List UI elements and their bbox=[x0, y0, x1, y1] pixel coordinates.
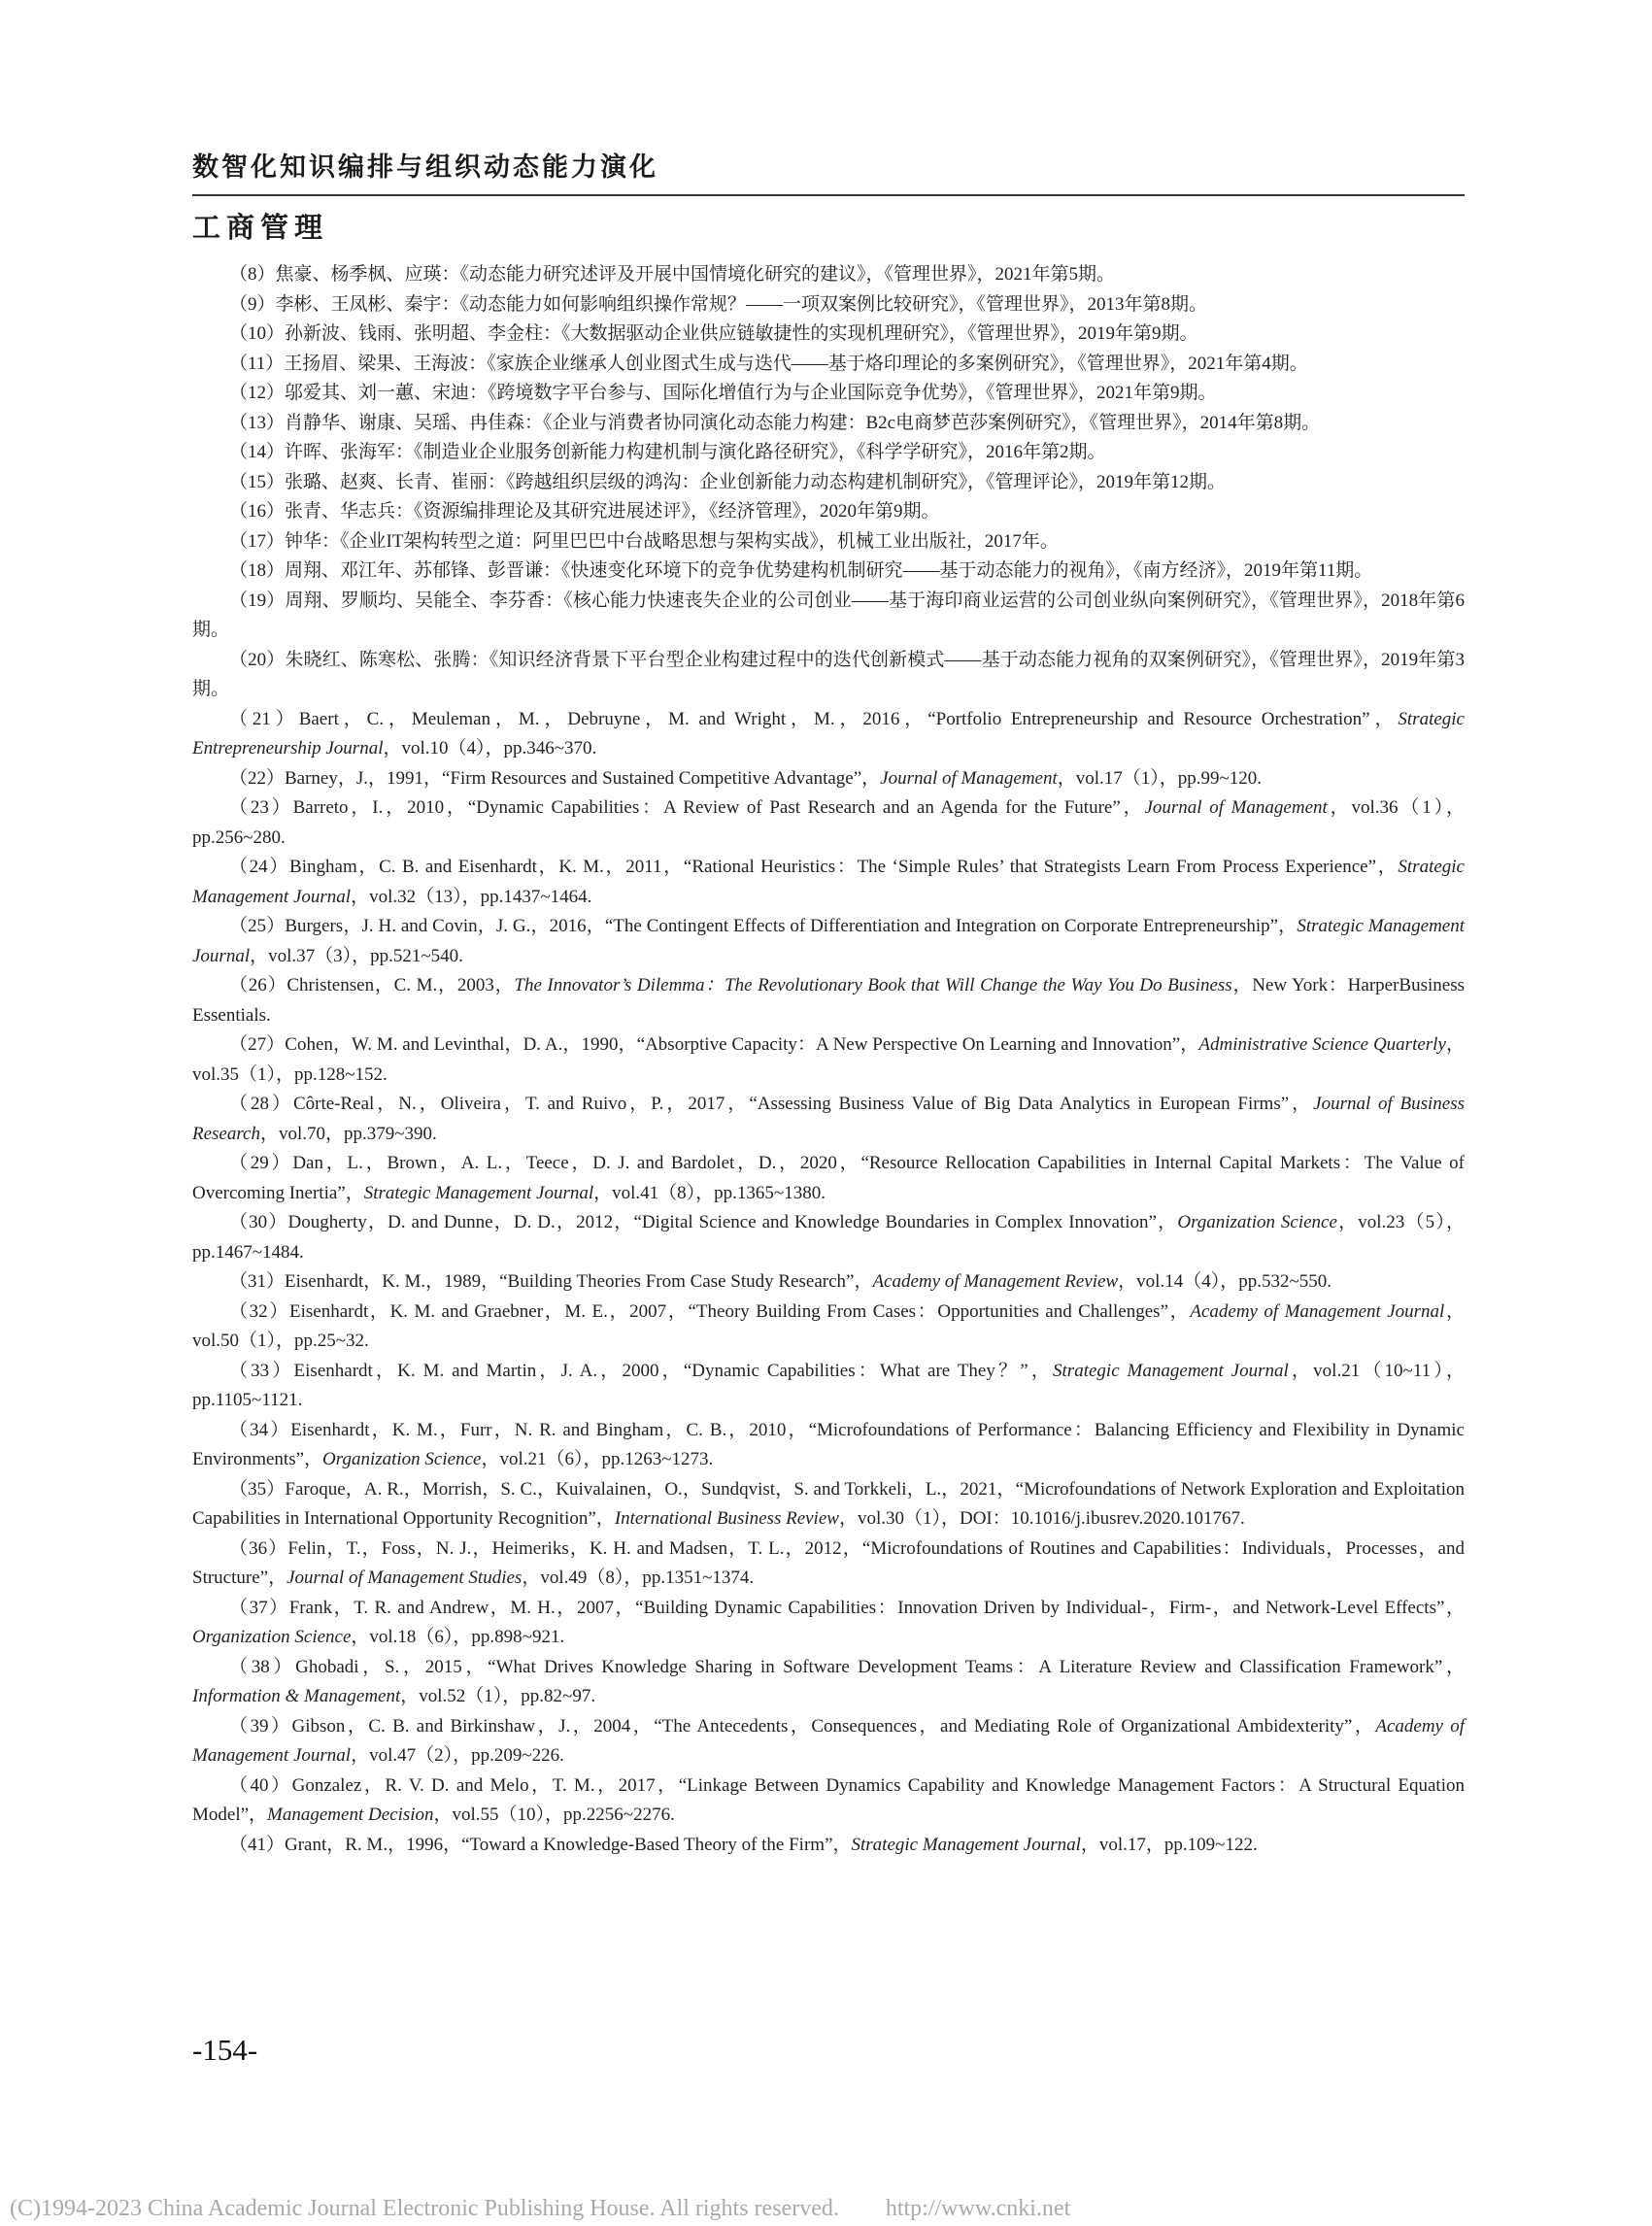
reference-details: ，New York：HarperBusiness Essentials. bbox=[192, 975, 1465, 1026]
reference-text: （21）Baert，C.，Meuleman，M.，Debruyne，M. and Wright，M.，2016，“Portfolio Entrepreneurship and Resource Orchestration”， bbox=[229, 708, 1399, 729]
reference-source-title: Strategic Management Journal bbox=[851, 1834, 1081, 1855]
reference-text: （29）Dan，L.，Brown，A. L.，Teece，D. J. and Bardolet，D.，2020，“Resource Rellocation Capabilities in Internal Capital Markets：The Value of Overcoming Inertia”， bbox=[192, 1153, 1465, 1203]
reference-entry bbox=[192, 705, 1465, 764]
reference-entry bbox=[192, 350, 1465, 380]
reference-entry bbox=[192, 1831, 1465, 1861]
reference-text: （38）Ghobadi，S.，2015，“What Drives Knowledge Sharing in Software Development Teams：A Literature Review and Classification Framework”， bbox=[229, 1656, 1465, 1677]
reference-text: （14）许晖、张海军：《制造业企业服务创新能力构建机制与演化路径研究》，《科学学研究》，2016年第2期。 bbox=[229, 442, 1106, 462]
reference-entry bbox=[192, 587, 1465, 646]
reference-entry bbox=[192, 320, 1465, 350]
reference-text: （12）邬爱其、刘一蕙、宋迪：《跨境数字平台参与、国际化增值行为与企业国际竞争优势》，《管理世界》，2021年第9期。 bbox=[229, 383, 1217, 403]
reference-text: （26）Christensen，C. M.，2003， bbox=[229, 975, 515, 995]
reference-details: ，vol.10（4），pp.346~370. bbox=[383, 738, 597, 759]
reference-entry bbox=[192, 1653, 1465, 1712]
reference-text: （10）孙新波、钱雨、张明超、李金柱：《大数据驱动企业供应链敏捷性的实现机理研究》，《管理世界》，2019年第9期。 bbox=[229, 323, 1198, 344]
reference-entry bbox=[192, 646, 1465, 705]
reference-source-title: Journal of Management Studies bbox=[287, 1568, 523, 1588]
reference-entry bbox=[192, 1535, 1465, 1594]
reference-text: （28）Côrte-Real，N.，Oliveira，T. and Ruivo，P.，2017，“Assessing Business Value of Big Data Analytics in European Firms”， bbox=[229, 1094, 1314, 1114]
reference-text: （33）Eisenhardt，K. M. and Martin，J. A.，2000，“Dynamic Capabilities：What are They？”， bbox=[229, 1360, 1054, 1381]
reference-entry bbox=[192, 1149, 1465, 1208]
section-name: 工商管理 bbox=[192, 211, 329, 244]
reference-entry bbox=[192, 1208, 1465, 1267]
reference-text: （30）Dougherty，D. and Dunne，D. D.，2012，“Digital Science and Knowledge Boundaries in Complex Innovation”， bbox=[229, 1212, 1178, 1232]
reference-details: ，vol.36（1），pp.256~280. bbox=[192, 797, 1465, 848]
reference-text: （35）Faroque，A. R.，Morrish，S. C.，Kuivalainen，O.，Sundqvist，S. and Torkkeli，L.，2021，“Microfoundations of Network Exploration and Exploitation Capabilities in International Opportunity Recognition”， bbox=[192, 1478, 1465, 1529]
reference-entry bbox=[192, 527, 1465, 557]
reference-details: ，vol.55（10），pp.2256~2276. bbox=[433, 1804, 675, 1825]
reference-entry bbox=[192, 764, 1465, 794]
reference-details: ，vol.23（5），pp.1467~1484. bbox=[192, 1212, 1466, 1263]
reference-details: ，vol.30（1），DOI：10.1016/j.ibusrev.2020.101767. bbox=[838, 1508, 1245, 1529]
reference-details: ，vol.70，pp.379~390. bbox=[260, 1123, 437, 1144]
reference-text: （36）Felin，T.，Foss，N. J.，Heimeriks，K. H. and Madsen，T. L.，2012，“Microfoundations of Routines and Capabilities：Individuals，Processes，and Structure”， bbox=[192, 1537, 1465, 1588]
reference-entry bbox=[192, 468, 1465, 498]
reference-entry bbox=[192, 290, 1465, 320]
reference-source-title: Strategic Management Journal bbox=[192, 857, 1465, 907]
reference-source-title: Administrative Science Quarterly bbox=[1198, 1034, 1446, 1055]
reference-source-title: Strategic Entrepreneurship Journal bbox=[192, 708, 1465, 759]
reference-text: （8）焦豪、杨季枫、应瑛：《动态能力研究述评及开展中国情境化研究的建议》，《管理世界》，2021年第5期。 bbox=[229, 264, 1116, 285]
reference-entry bbox=[192, 556, 1465, 587]
reference-entry bbox=[192, 1475, 1465, 1535]
reference-text: （22）Barney，J.，1991，“Firm Resources and Sustained Competitive Advantage”， bbox=[229, 767, 881, 789]
reference-entry bbox=[192, 912, 1465, 971]
reference-text: （20）朱晓红、陈寒松、张腾：《知识经济背景下平台型企业构建过程中的迭代创新模式——基于动态能力视角的双案例研究》，《管理世界》，2019年第3期。 bbox=[192, 649, 1465, 699]
reference-details: ，vol.37（3），pp.521~540. bbox=[250, 945, 463, 966]
reference-source-title: Information & Management bbox=[192, 1686, 401, 1706]
reference-text: （23）Barreto，I.，2010，“Dynamic Capabilities：A Review of Past Research and an Agenda for the Future”， bbox=[229, 797, 1145, 818]
reference-text: （27）Cohen，W. M. and Levinthal，D. A.，1990，“Absorptive Capacity：A New Perspective On Learning and Innovation”， bbox=[229, 1034, 1199, 1055]
reference-source-title: International Business Review bbox=[614, 1508, 839, 1529]
reference-text: （18）周翔、邓江年、苏郁锋、彭晋谦：《快速变化环境下的竞争优势建构机制研究——基于动态能力的视角》，《南方经济》，2019年第11期。 bbox=[229, 560, 1373, 581]
reference-entry bbox=[192, 1594, 1465, 1653]
reference-entry bbox=[192, 1712, 1465, 1771]
reference-details: ，vol.21（10~11），pp.1105~1121. bbox=[192, 1360, 1465, 1410]
reference-text: （15）张璐、赵爽、长青、崔丽：《跨越组织层级的鸿沟：企业创新能力动态构建机制研究》，《管理评论》，2019年第12期。 bbox=[229, 471, 1227, 492]
reference-text: （37）Frank，T. R. and Andrew，M. H.，2007，“Building Dynamic Capabilities：Innovation Driven by Individual-，Firm-，and Network-Level Effects”， bbox=[229, 1597, 1465, 1618]
reference-text: （39）Gibson，C. B. and Birkinshaw，J.，2004，“The Antecedents，Consequences，and Mediating Role of Organizational Ambidexterity”， bbox=[229, 1715, 1376, 1737]
reference-source-title: The Innovator’s Dilemma：The Revolutionary Book that Will Change the Way You Do Business bbox=[514, 975, 1232, 995]
reference-entry bbox=[192, 853, 1465, 912]
reference-text: （40）Gonzalez，R. V. D. and Melo，T. M.，2017，“Linkage Between Dynamics Capability and Knowledge Management Factors：A Structural Equation Model”， bbox=[192, 1774, 1465, 1825]
reference-text: （24）Bingham，C. B. and Eisenhardt，K. M.，2011，“Rational Heuristics：The ‘Simple Rules’ that Strategists Learn From Process Experience”， bbox=[229, 857, 1399, 877]
reference-details: ，vol.17（1），pp.99~120. bbox=[1057, 767, 1263, 789]
reference-source-title: Strategic Management Journal bbox=[192, 916, 1465, 966]
reference-text: （16）张青、华志兵：《资源编排理论及其研究进展述评》，《经济管理》，2020年第9期。 bbox=[229, 501, 940, 522]
reference-entry bbox=[192, 1298, 1465, 1357]
reference-details: ，vol.32（13），pp.1437~1464. bbox=[351, 886, 592, 907]
reference-entry bbox=[192, 1267, 1465, 1298]
reference-entry bbox=[192, 438, 1465, 468]
reference-entry bbox=[192, 793, 1465, 853]
reference-entry bbox=[192, 1030, 1465, 1090]
reference-entry bbox=[192, 379, 1465, 409]
reference-text: （32）Eisenhardt，K. M. and Graebner，M. E.，2007，“Theory Building From Cases：Opportunities and Challenges”， bbox=[229, 1300, 1191, 1322]
reference-source-title: Academy of Management Journal bbox=[1190, 1300, 1445, 1322]
copyright-notice: (C)1994-2023 China Academic Journal Electronic Publishing House. All rights reserved. http://www.cnki.net bbox=[10, 2196, 1071, 2221]
reference-source-title: Academy of Management Journal bbox=[192, 1715, 1466, 1766]
header-rule bbox=[192, 194, 1465, 196]
reference-details: ，vol.35（1），pp.128~152. bbox=[192, 1034, 1465, 1085]
reference-entry bbox=[192, 971, 1465, 1030]
reference-details: ，vol.52（1），pp.82~97. bbox=[400, 1686, 596, 1706]
reference-source-title: Journal of Management bbox=[880, 767, 1058, 789]
reference-source-title: Journal of Management bbox=[1144, 797, 1328, 818]
reference-source-title: Journal of Business Research bbox=[192, 1094, 1465, 1144]
reference-text: （34）Eisenhardt，K. M.，Furr，N. R. and Bingham，C. B.，2010，“Microfoundations of Performance：Balancing Efficiency and Flexibility in Dynamic Environments”， bbox=[192, 1419, 1465, 1469]
reference-source-title: Organization Science bbox=[1177, 1212, 1337, 1232]
reference-text: （19）周翔、罗顺均、吴能全、李芬香：《核心能力快速丧失企业的公司创业——基于海印商业运营的公司创业纵向案例研究》，《管理世界》，2018年第6期。 bbox=[192, 590, 1465, 640]
reference-details: ，vol.18（6），pp.898~921. bbox=[351, 1627, 565, 1647]
reference-text: （25）Burgers，J. H. and Covin，J. G.，2016，“The Contingent Effects of Differentiation and Integration on Corporate Entrepreneurship”， bbox=[229, 916, 1298, 936]
reference-details: ，vol.49（8），pp.1351~1374. bbox=[522, 1568, 755, 1588]
reference-entry bbox=[192, 1090, 1465, 1149]
reference-source-title: Strategic Management Journal bbox=[1053, 1360, 1289, 1381]
reference-entry bbox=[192, 497, 1465, 527]
reference-details: ，vol.47（2），pp.209~226. bbox=[351, 1745, 564, 1766]
reference-details: ，vol.14（4），pp.532~550. bbox=[1118, 1271, 1332, 1292]
page-number: -154- bbox=[192, 2033, 258, 2067]
reference-source-title: Academy of Management Review bbox=[872, 1271, 1119, 1292]
reference-source-title: Strategic Management Journal bbox=[363, 1182, 594, 1203]
reference-list bbox=[192, 260, 1465, 1860]
reference-details: ，vol.17，pp.109~122. bbox=[1080, 1834, 1258, 1855]
reference-source-title: Management Decision bbox=[267, 1804, 434, 1825]
reference-entry bbox=[192, 409, 1465, 439]
reference-text: （13）肖静华、谢康、吴瑶、冉佳森：《企业与消费者协同演化动态能力构建：B2c电商梦芭莎案例研究》，《管理世界》，2014年第8期。 bbox=[229, 412, 1321, 433]
reference-details: ，vol.41（8），pp.1365~1380. bbox=[593, 1182, 826, 1203]
reference-text: （9）李彬、王凤彬、秦宇：《动态能力如何影响组织操作常规？——一项双案例比较研究》，《管理世界》，2013年第8期。 bbox=[229, 293, 1208, 315]
reference-details: ，vol.21（6），pp.1263~1273. bbox=[481, 1449, 714, 1469]
reference-text: （41）Grant，R. M.，1996，“Toward a Knowledge-Based Theory of the Firm”， bbox=[229, 1834, 852, 1855]
running-title: 数智化知识编排与组织动态能力演化 bbox=[192, 152, 658, 183]
reference-source-title: Organization Science bbox=[322, 1449, 482, 1469]
reference-entry bbox=[192, 1357, 1465, 1416]
reference-entry bbox=[192, 260, 1465, 290]
reference-details: ，vol.50（1），pp.25~32. bbox=[192, 1300, 1465, 1351]
reference-entry bbox=[192, 1771, 1465, 1831]
reference-text: （11）王扬眉、梁果、王海波：《家族企业继承人创业图式生成与迭代——基于烙印理论的多案例研究》，《管理世界》，2021年第4期。 bbox=[229, 353, 1308, 374]
reference-source-title: Organization Science bbox=[192, 1627, 352, 1647]
reference-entry bbox=[192, 1416, 1465, 1475]
reference-text: （31）Eisenhardt，K. M.，1989，“Building Theories From Case Study Research”， bbox=[229, 1271, 873, 1292]
reference-text: （17）钟华：《企业IT架构转型之道：阿里巴巴中台战略思想与架构实战》，机械工业出版社，2017年。 bbox=[229, 530, 1059, 552]
